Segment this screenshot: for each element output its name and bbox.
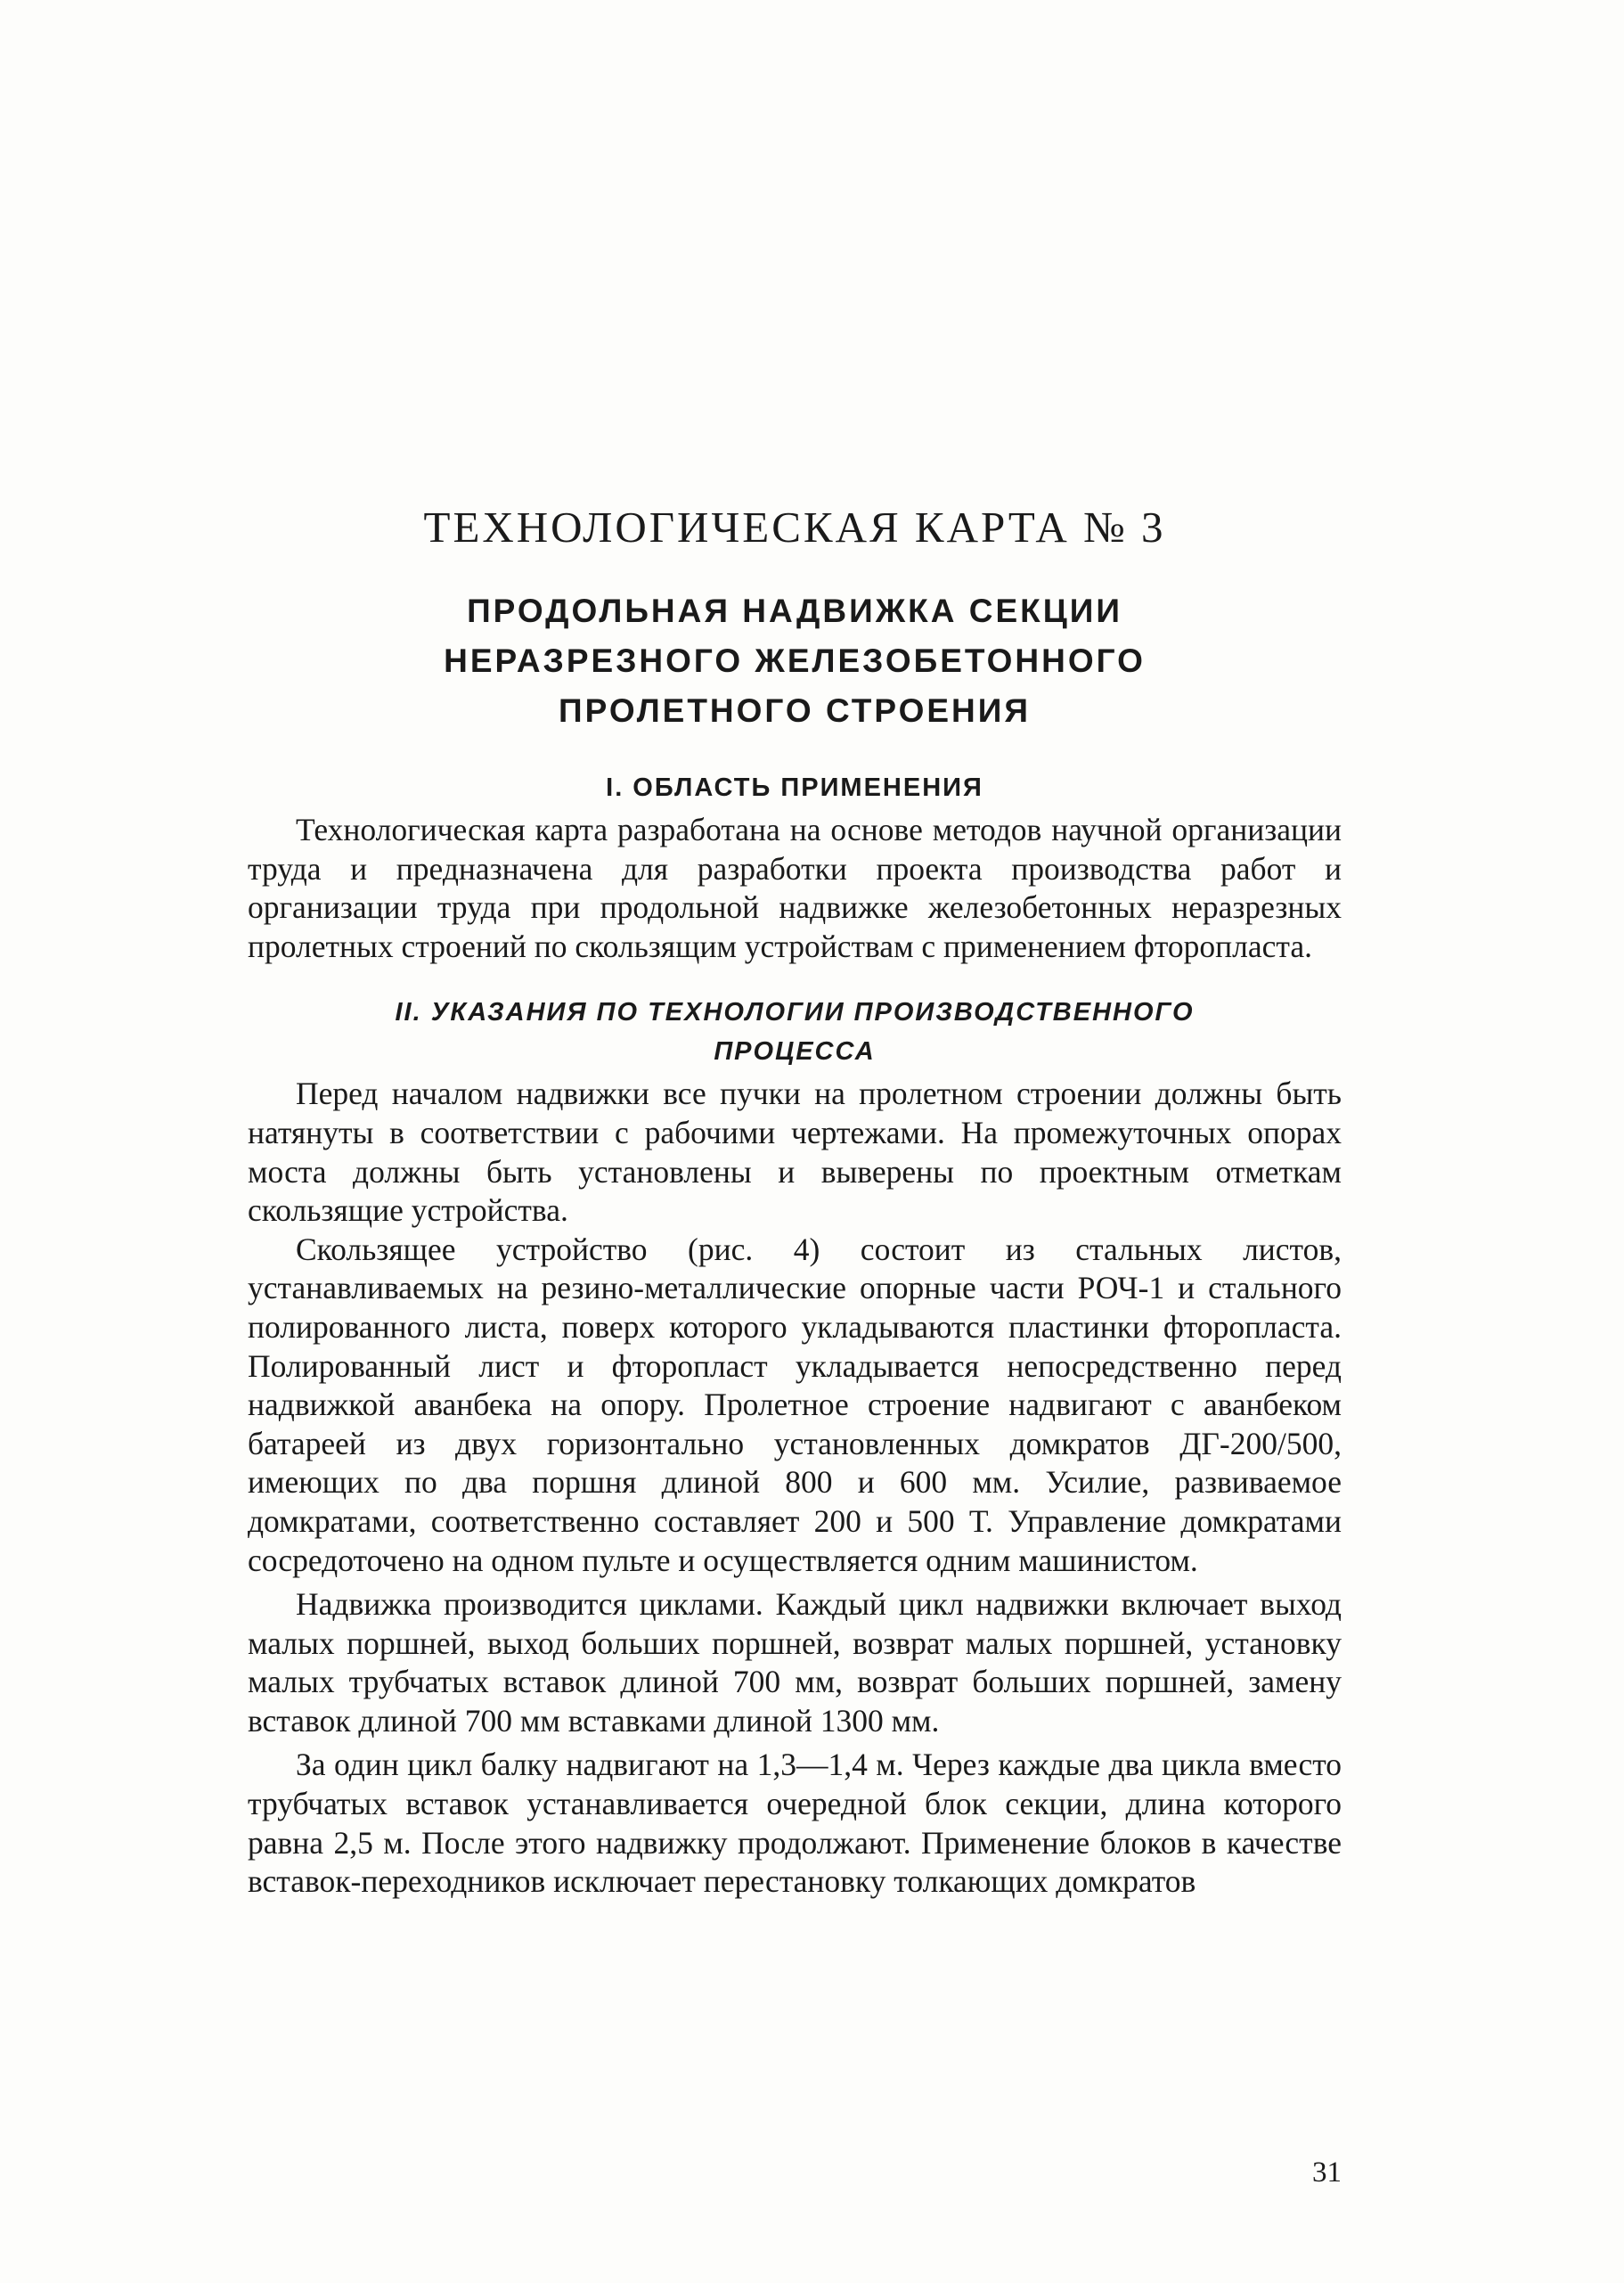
page-title: ТЕХНОЛОГИЧЕСКАЯ КАРТА № 3 (423, 503, 1166, 552)
paragraph: Надвижка производится циклами. Каждый цикл надвижки включает выход малых поршней, выход больших поршней, возврат малых поршней, установку малых трубчатых вставок длиной 700 мм, возврат больших поршней, замену вставок длиной 700 мм вставками длиной 1300 мм. (248, 1586, 1342, 1739)
section-heading-scope: I. ОБЛАСТЬ ПРИМЕНЕНИЯ (606, 773, 983, 802)
paragraph: Скользящее устройство (рис. 4) состоит из стальных листов, устанавливаемых на резино-металлические опорные части РОЧ-1 и стального полированного листа, поверх которого укладываются пластинки фторопласта. Полированный лист и фторопласт укладывается непосредственно перед надвижкой аванбека на опору. Пролетное строение надвигают с аванбеком батареей из двух горизонтально установленных домкратов ДГ-200/500, имеющих по два поршня длиной 800 и 600 мм. Усилие, развиваемое домкратами, соответственно составляет 200 и 500 Т. Управление домкратами сосредоточено на одном пульте и осуществляется одним машинистом. (248, 1231, 1342, 1578)
section-heading-process-line-2: ПРОЦЕССА (714, 1037, 876, 1067)
page-number: 31 (1312, 2156, 1342, 2189)
paragraph: Перед началом надвижки все пучки на пролетном строении должны быть натянуты в соответствии с рабочими чертежами. На промежуточных опорах моста должны быть установлены и выверены по проектным отметкам скользящие устройства. (248, 1076, 1342, 1229)
section-heading-process (248, 993, 1342, 1071)
text-column (248, 499, 1342, 1928)
subtitle-line-2: НЕРАЗРЕЗНОГО ЖЕЛЕЗОБЕТОННОГО (444, 642, 1146, 679)
paragraph: За один цикл балку надвигают на 1,3—1,4 м. Через каждые два цикла вместо трубчатых вставок устанавливается очередной блок секции, длина которого равна 2,5 м. После этого надвижку продолжают. Применение блоков в качестве вставок-переходников исключает перестановку толкающих домкратов (248, 1747, 1342, 1900)
subtitle-line-1: ПРОДОЛЬНАЯ НАДВИЖКА СЕКЦИИ (467, 593, 1122, 629)
subtitle-line-3: ПРОЛЕТНОГО СТРОЕНИЯ (559, 692, 1031, 729)
section-process (248, 993, 1342, 1901)
paragraph-scope: Технологическая карта разработана на основе методов научной организации труда и предназначена для разработки проекта производства работ и организации труда при продольной надвижке железобетонных неразрезных пролетных строений по скользящим устройствам с применением фторопласта. (248, 812, 1342, 964)
page-subtitle (248, 586, 1342, 736)
section-heading-process-line-1: II. УКАЗАНИЯ ПО ТЕХНОЛОГИИ ПРОИЗВОДСТВЕННОГО (395, 998, 1195, 1027)
section-scope (248, 768, 1342, 966)
